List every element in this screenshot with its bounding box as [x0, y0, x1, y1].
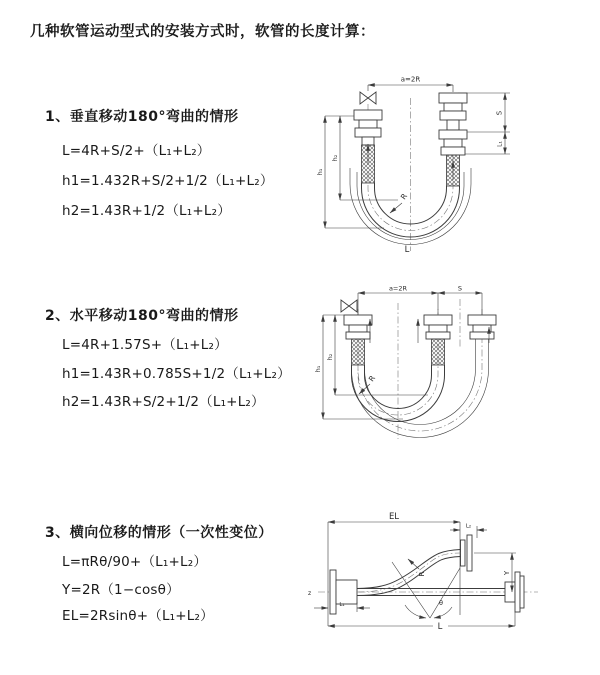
dim-label-h2: h₂ [331, 154, 339, 162]
braided-hose-section-left [352, 339, 365, 365]
hose-centerline-2 [358, 309, 482, 431]
dim-label-a2r: a=2R [388, 284, 408, 293]
hose-displaced-upper-wall [357, 550, 461, 589]
section-1-heading: 1、垂直移动180°弯曲的情形 [45, 109, 239, 125]
section-1-formula-h2: h2=1.43R+1/2（L₁+L₂） [62, 203, 231, 219]
diagram-horizontal-180-bend [308, 284, 548, 457]
dim-label-l: L [437, 622, 443, 632]
left-flange [354, 110, 382, 145]
dim-label-l1: L₁ [496, 141, 504, 147]
right-flange-lower [439, 130, 467, 155]
section-1-formula-L: L=4R+S/2+（L₁+L₂） [62, 143, 211, 159]
radius-label: R [366, 373, 378, 384]
dim-label-l2: L₂ [465, 523, 472, 530]
section-3-heading: 3、横向位移的情形（一次性变位） [45, 525, 273, 541]
center-flange [424, 315, 452, 339]
valve-icon [341, 300, 357, 312]
right-flange-upper [439, 93, 467, 130]
angle-label: θ [439, 599, 443, 607]
dim-label-a2r: a=2R [400, 75, 421, 84]
right-flange [468, 315, 496, 339]
valve-icon [360, 92, 376, 104]
right-flange [505, 572, 524, 612]
radius-label: R [418, 571, 426, 577]
dim-label-el: EL [388, 512, 400, 522]
angle-arc-right [434, 607, 452, 618]
radius-leader [408, 559, 419, 569]
dim-label-s: S [495, 110, 504, 116]
dim-label-s: S [457, 284, 463, 293]
section-2-heading: 2、水平移动180°弯曲的情形 [45, 308, 239, 324]
displaced-flange [461, 535, 473, 571]
length-label: L [404, 245, 410, 255]
dim-label-l1: L₁ [339, 602, 345, 608]
dim-label-h1: h₁ [316, 168, 324, 176]
braided-hose-section-center [432, 339, 445, 365]
diagram-lateral-displacement [300, 512, 565, 637]
diagram-vertical-180-bend [312, 68, 537, 258]
section-1-formula-h1: h1=1.432R+S/2+1/2（L₁+L₂） [62, 173, 274, 189]
dim-label-h1: h₁ [314, 365, 322, 373]
section-3-formula-L: L=πRθ/90+（L₁+L₂） [62, 554, 208, 570]
section-3-formula-EL: EL=2Rsinθ+（L₁+L₂） [62, 608, 214, 624]
left-flange [344, 315, 372, 339]
hose2-inner-wall [365, 349, 476, 425]
page-title: 几种软管运动型式的安装方式时，软管的长度计算： [30, 24, 375, 40]
radius-leader [390, 203, 402, 213]
hose-displaced-lower-wall [357, 557, 461, 596]
dim-label-y: Y [503, 570, 511, 576]
dim-label-h2: h₂ [326, 353, 334, 361]
section-2-formula-h1: h1=1.43R+0.785S+1/2（L₁+L₂） [62, 366, 291, 382]
section-2-formula-h2: h2=1.43R+S/2+1/2（L₁+L₂） [62, 394, 265, 410]
radius-label: R [398, 191, 410, 202]
axis-mark: z [308, 590, 312, 597]
section-2-formula-L: L=4R+1.57S+（L₁+L₂） [62, 337, 228, 353]
section-3-formula-Y: Y=2R（1−cosθ） [62, 582, 180, 598]
